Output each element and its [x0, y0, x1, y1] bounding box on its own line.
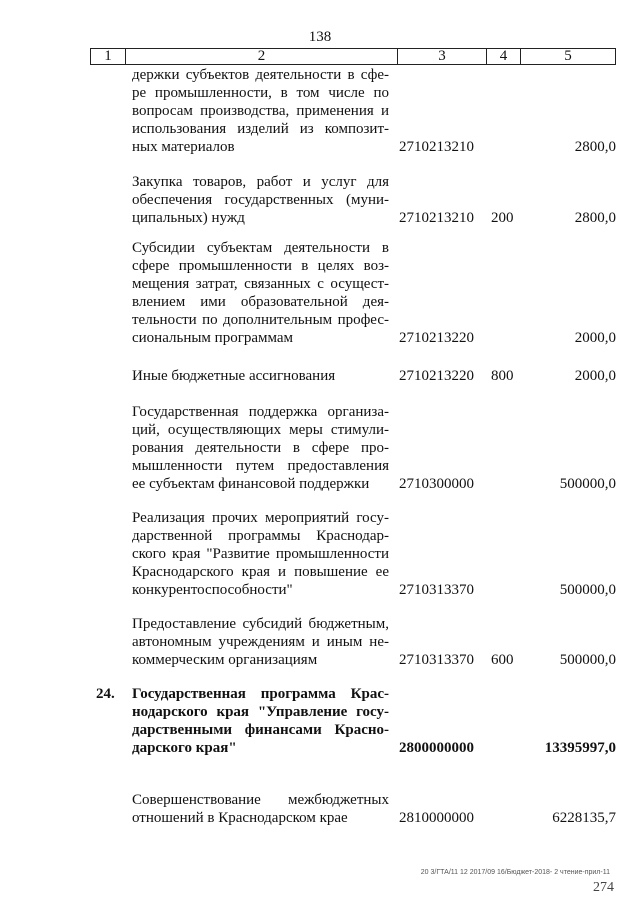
- row-expense-type: 800: [491, 368, 514, 384]
- description-line: использования изделий из композит-: [132, 121, 389, 137]
- description-line: ций, осуществляющих меры стимули-: [132, 422, 389, 438]
- row-code: 2710313370: [399, 582, 474, 598]
- description-line: мещения затрат, связанных с осущест-: [132, 276, 389, 292]
- header-cell-4: 4: [487, 49, 521, 64]
- description-line: мышленности путем предоставления: [132, 458, 389, 474]
- description-line: Иные бюджетные ассигнования: [132, 368, 336, 384]
- row-description: [132, 66, 389, 156]
- description-line: вопросам производства, применения и: [132, 103, 389, 119]
- row-code: 2810000000: [399, 810, 474, 826]
- description-line: автономным учреждениям и иным не-: [132, 634, 389, 650]
- row-amount: 13395997,0: [544, 740, 616, 756]
- page-number: 138: [308, 29, 332, 45]
- row-code: 2800000000: [399, 740, 474, 756]
- footer-file-path: 20 3/ГТА/11 12 2017/09 16/Бюджет-2018- 2 чтение-прил-11: [420, 869, 610, 876]
- table-header-row: [90, 48, 616, 65]
- description-line: ципальных) нужд: [132, 210, 245, 226]
- description-line: тельности по дополнительным профес-: [132, 312, 389, 328]
- row-code: 2710213220: [399, 330, 474, 346]
- row-code: 2710313370: [399, 652, 474, 668]
- description-line: отношений в Краснодарском крае: [132, 810, 348, 826]
- header-cell-3: 3: [398, 49, 487, 64]
- header-cell-5: 5: [564, 48, 572, 64]
- row-code: 2710213210: [399, 210, 474, 226]
- description-line: Субсидии субъектам деятельности в: [132, 240, 389, 256]
- description-line: ее субъектам финансовой поддержки: [132, 476, 370, 492]
- description-line: Совершенствование межбюджетных: [132, 792, 389, 808]
- description-line: Закупка товаров, работ и услуг для: [132, 174, 389, 190]
- description-line: влением ими образовательной дея-: [132, 294, 389, 310]
- row-description: [132, 367, 389, 385]
- description-line: ных материалов: [132, 139, 235, 155]
- description-line: ре промышленности, в том числе по: [132, 85, 389, 101]
- description-line: коммерческим организациям: [132, 652, 318, 668]
- description-line: Государственная поддержка организа-: [132, 404, 389, 420]
- description-line: Краснодарского края и повышение ее: [132, 564, 389, 580]
- header-cell-1: 1: [91, 49, 126, 64]
- row-amount: 500000,0: [559, 582, 616, 598]
- description-line: ского края "Развитие промышленности: [132, 546, 389, 562]
- description-line: конкурентоспособности": [132, 582, 293, 598]
- description-line: дарственной программы Краснодар-: [132, 528, 389, 544]
- row-description: [132, 685, 389, 757]
- row-description: [132, 509, 389, 599]
- row-code: 2710213220: [399, 368, 474, 384]
- description-line: обеспечения государственных (муни-: [132, 192, 389, 208]
- description-line: дарского края": [132, 740, 237, 756]
- row-number: 24.: [96, 686, 115, 702]
- row-code: 2710213210: [399, 139, 474, 155]
- row-description: [132, 403, 389, 493]
- header-cell-2: 2: [126, 49, 398, 64]
- description-line: Реализация прочих мероприятий госу-: [132, 510, 389, 526]
- row-amount: 2000,0: [574, 368, 616, 384]
- row-amount: 500000,0: [559, 652, 616, 668]
- description-line: держки субъектов деятельности в сфе-: [132, 67, 389, 83]
- row-description: [132, 791, 389, 827]
- row-amount: 2800,0: [574, 210, 616, 226]
- row-expense-type: 600: [491, 652, 514, 668]
- row-description: [132, 173, 389, 227]
- description-line: Предоставление субсидий бюджетным,: [132, 616, 389, 632]
- description-line: дарственными финансами Красно-: [132, 722, 389, 738]
- row-code: 2710300000: [399, 476, 474, 492]
- row-amount: 2800,0: [574, 139, 616, 155]
- description-line: сфере промышленности в целях воз-: [132, 258, 389, 274]
- row-expense-type: 200: [491, 210, 514, 226]
- row-description: [132, 239, 389, 347]
- row-description: [132, 615, 389, 669]
- row-amount: 2000,0: [574, 330, 616, 346]
- footer-page-number: 274: [593, 880, 614, 895]
- row-amount: 6228135,7: [552, 810, 616, 826]
- row-amount: 500000,0: [559, 476, 616, 492]
- description-line: нодарского края "Управление госу-: [132, 704, 389, 720]
- description-line: Государственная программа Крас-: [132, 686, 389, 702]
- description-line: рования деятельности в сфере про-: [132, 440, 389, 456]
- description-line: сиональным программам: [132, 330, 294, 346]
